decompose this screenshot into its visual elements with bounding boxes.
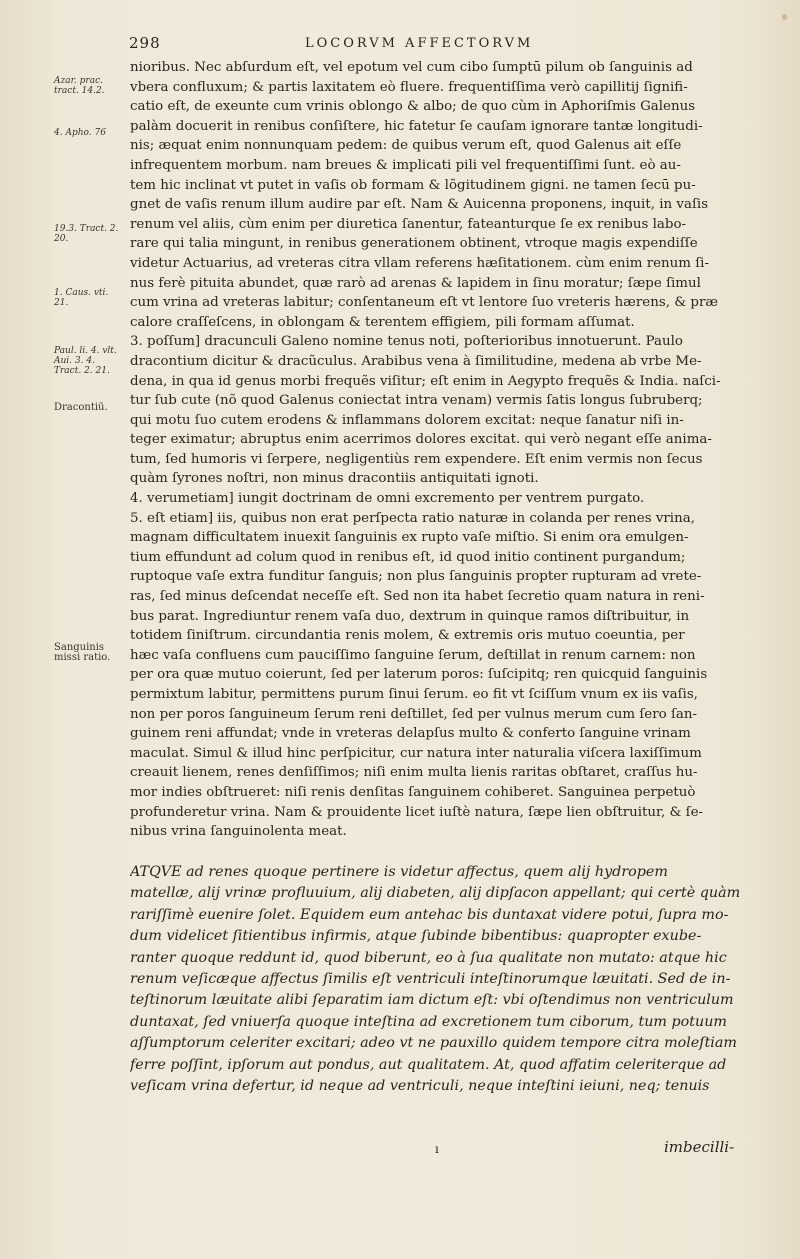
text-line: mor indies obſtrueret: niſi renis denſitas ſanguinem cohiberet. Sanguinea perpetuò	[130, 784, 696, 800]
text-line: nus ferè pituita abundet, quæ rarò ad arenas & lapidem in ſinu moratur; ſæpe ſimul	[130, 275, 701, 291]
margin-note-2: 4. Apho. 76	[54, 128, 106, 138]
italic-paragraph	[130, 862, 742, 1097]
text-line: non per poros ſanguineum ſerum reni deſtillet, ſed per vulnus merum cum ſero ſan-	[130, 706, 698, 722]
page-header	[0, 34, 800, 54]
margin-note-dracontium: Dracontiū.	[54, 402, 108, 413]
text-line: palàm docuerit in renibus conſiſtere, hic fatetur ſe cauſam ignorare tantæ longitudi-	[130, 118, 703, 134]
text-line: nis; æquat enim nonnunquam pedem: de quibus verum eſt, quod Galenus ait eſſe	[130, 138, 682, 154]
text-line: cum vrina ad vreteras labitur; conſentaneum eſt vt lentore ſuo vreteris hærens, & præ	[130, 295, 718, 311]
running-head: LOCORVM AFFECTORVM	[305, 36, 534, 51]
text-line: creauit lienem, renes denſiſſimos; niſi enim multa lienis raritas obſtaret, craſſus hu-	[130, 765, 698, 781]
text-line: tem hic inclinat vt putet in vaſis ob formam & lõgitudinem gigni. ne tamen ſecū pu-	[130, 177, 696, 193]
text-line: ras, ſed minus deſcendat neceſſe eſt. Sed non ita habet ſecretio quam natura in reni-	[130, 589, 705, 605]
text-line: nioribus. Nec abſurdum eſt, vel epotum vel cum cibo ſumptū pilum ob ſanguinis ad	[130, 60, 693, 75]
text-line: 4. verumetiam] iungit doctrinam de omni excremento per ventrem purgato.	[130, 491, 645, 507]
text-line: magnam difficultatem inuexit ſanguinis ex rupto vaſe miſtio. Si enim ora emulgen-	[130, 530, 689, 546]
margin-note-sanguinis: Sanguinis missi ratio.	[54, 642, 111, 663]
italic-text-line: ATQVE ad renes quoque pertinere is videtur affectus, quem alij hydropem	[130, 864, 668, 880]
italic-text-line: matellæ, alij vrinæ profluuium, alij diabeten, alij dipſacon appellant; qui certè quàm	[130, 885, 741, 902]
text-line: tum, ſed humoris vi ſerpere, negligentiùs rem expendere. Eſt enim vermis non ſecus	[130, 451, 703, 467]
text-line: profunderetur vrina. Nam & prouidente licet iuſtè natura, ſæpe lien obſtruitur, & ſe-	[130, 804, 704, 820]
italic-text-line: veſicam vrina defertur, id neque ad ventriculi, neque inteſtini ieiuni, neq; tenuis	[130, 1077, 710, 1094]
text-line: teger eximatur; abruptus enim acerrimos dolores excitat. qui verò negant eſſe anima-	[130, 432, 712, 448]
italic-text-line: duntaxat, ſed vniuerſa quoque inteſtina ad excretionem tum ciborum, tum potuum	[130, 1013, 727, 1030]
text-line: gnet de vaſis renum illum audire par eſt. Nam & Auicenna proponens, inquit, in vaſis	[130, 197, 709, 213]
italic-text-line: renum veſicæque affectus ſimilis eſt ventriculi inteſtinorumque læuitati. Sed de in-	[130, 970, 731, 987]
text-line: 3. poſſum] dracunculi Galeno nomine tenus noti, poſterioribus innotuerunt. Paulo	[130, 334, 683, 350]
text-line: permixtum labitur, permittens purum ſinui ſerum. eo fit vt ſciſſum vnum ex iis vaſis,	[130, 687, 698, 702]
paper-stain	[782, 14, 787, 20]
italic-text-line: rariſſimè euenire ſolet. Equidem eum antehac bis duntaxat videre potui, ſupra mo-	[130, 906, 729, 923]
margin-note-1: Azar. prac. tract. 14.2.	[54, 76, 105, 96]
text-line: renum vel aliis, cùm enim per diuretica ſanentur, fateanturque ſe ex renibus labo-	[130, 216, 687, 232]
text-line: tium effundunt ad colum quod in renibus eſt, id quod initio continent purgandum;	[130, 549, 686, 565]
italic-text-line: ferre poſſint, ipſorum aut pondus, aut qualitatem. At, quod affatim celeriterque ad	[130, 1056, 727, 1073]
text-line: maculat. Simul & illud hinc perſpicitur, cur natura inter naturalia viſcera laxiſſimum	[130, 745, 702, 761]
text-line: calore craſſeſcens, in oblongam & terentem effigiem, pili formam aſſumat.	[130, 314, 635, 330]
text-line: totidem ſiniſtrum. circundantia renis molem, & extremis oris mutuo coeuntia, per	[130, 628, 685, 644]
italic-text-line: dum videlicet ſitientibus infirmis, atque ſubinde bibentibus: quapropter exube-	[130, 928, 702, 945]
text-line: infrequentem morbum. nam breues & implicati pili vel frequentiſſimi ſunt. eò au-	[130, 157, 681, 173]
italic-text-line: teſtinorum læuitate alibi ſeparatim iam dictum eſt: vbi oſtendimus non ventriculum	[130, 992, 734, 1009]
text-line: dena, in qua id genus morbi frequẽs viſitur; eſt enim in Aegypto frequẽs & India. naſci-	[130, 373, 721, 389]
text-line: ruptoque vaſe extra funditur ſanguis; non plus ſanguinis propter rupturam ad vrete-	[130, 569, 702, 585]
text-line: tur ſub cute (nõ quod Galenus coniectat intra venam) vermis ſatis longus ſubruberq;	[130, 393, 703, 409]
italic-text-line: ranter quoque reddunt id, quod biberunt, eo à ſua qualitate non mutato: atque hic	[130, 949, 727, 966]
text-line: vbera confluxum; & partis laxitatem eò fluere. frequentiſſima verò capillitij ſignifi-	[130, 79, 688, 95]
body-text	[130, 58, 738, 842]
margin-note-3: 19.3. Tract. 2. 20.	[54, 224, 119, 244]
text-line: hæc vaſa confluens cum pauciſſimo ſanguine ſerum, deſtillat in renum carnem: non	[130, 647, 696, 663]
text-line: qui motu ſuo cutem erodens & inflammans dolorem excitat: neque ſanatur niſi in-	[130, 412, 684, 428]
italic-text-line: aſſumptorum celeriter excitari; adeo vt ne pauxillo quidem tempore citra moleſtiam	[130, 1035, 737, 1052]
text-line: guinem reni affundat; vnde in vreteras delapſus multo & conferto ſanguine vrinam	[130, 726, 691, 742]
folio-number: 298	[129, 34, 161, 52]
margin-note-4: 1. Caus. vti. 21.	[54, 288, 109, 308]
text-line: bus parat. Ingrediuntur renem vaſa duo, dextrum in quinque ramos diſtribuitur, in	[130, 608, 690, 624]
text-line: nibus vrina ſanguinolenta meat.	[130, 824, 347, 840]
text-line: quàm ſyrones noſtri, non minus dracontiis antiquitati ignoti.	[130, 471, 539, 487]
margin-note-5: Paul. li. 4. vlt. Aui. 3. 4. Tract. 2. 21.	[54, 346, 117, 376]
text-line: dracontium dicitur & dracũculus. Arabibus vena à ſimilitudine, medena ab vrbe Me-	[130, 353, 702, 369]
text-line: 5. eſt etiam] iis, quibus non erat perſpecta ratio naturæ in colanda per renes vrina,	[130, 510, 695, 526]
text-line: videtur Actuarius, ad vreteras citra vllam referens hæſitationem. cùm enim renum ſi-	[130, 255, 709, 271]
text-line: rare qui talia mingunt, in renibus generationem obtinent, vtroque magis expendiſſe	[130, 236, 698, 252]
text-line: catio eſt, de exeunte cum vrinis oblongo & albo; de quo cùm in Aphoriſmis Galenus	[130, 99, 696, 115]
footer-mark: ı	[435, 1142, 439, 1156]
catchword: imbecilli-	[664, 1138, 735, 1156]
text-line: per ora quæ mutuo coierunt, ſed per laterum poros: ſuſcipitq; ren quicquid ſanguinis	[130, 667, 708, 683]
